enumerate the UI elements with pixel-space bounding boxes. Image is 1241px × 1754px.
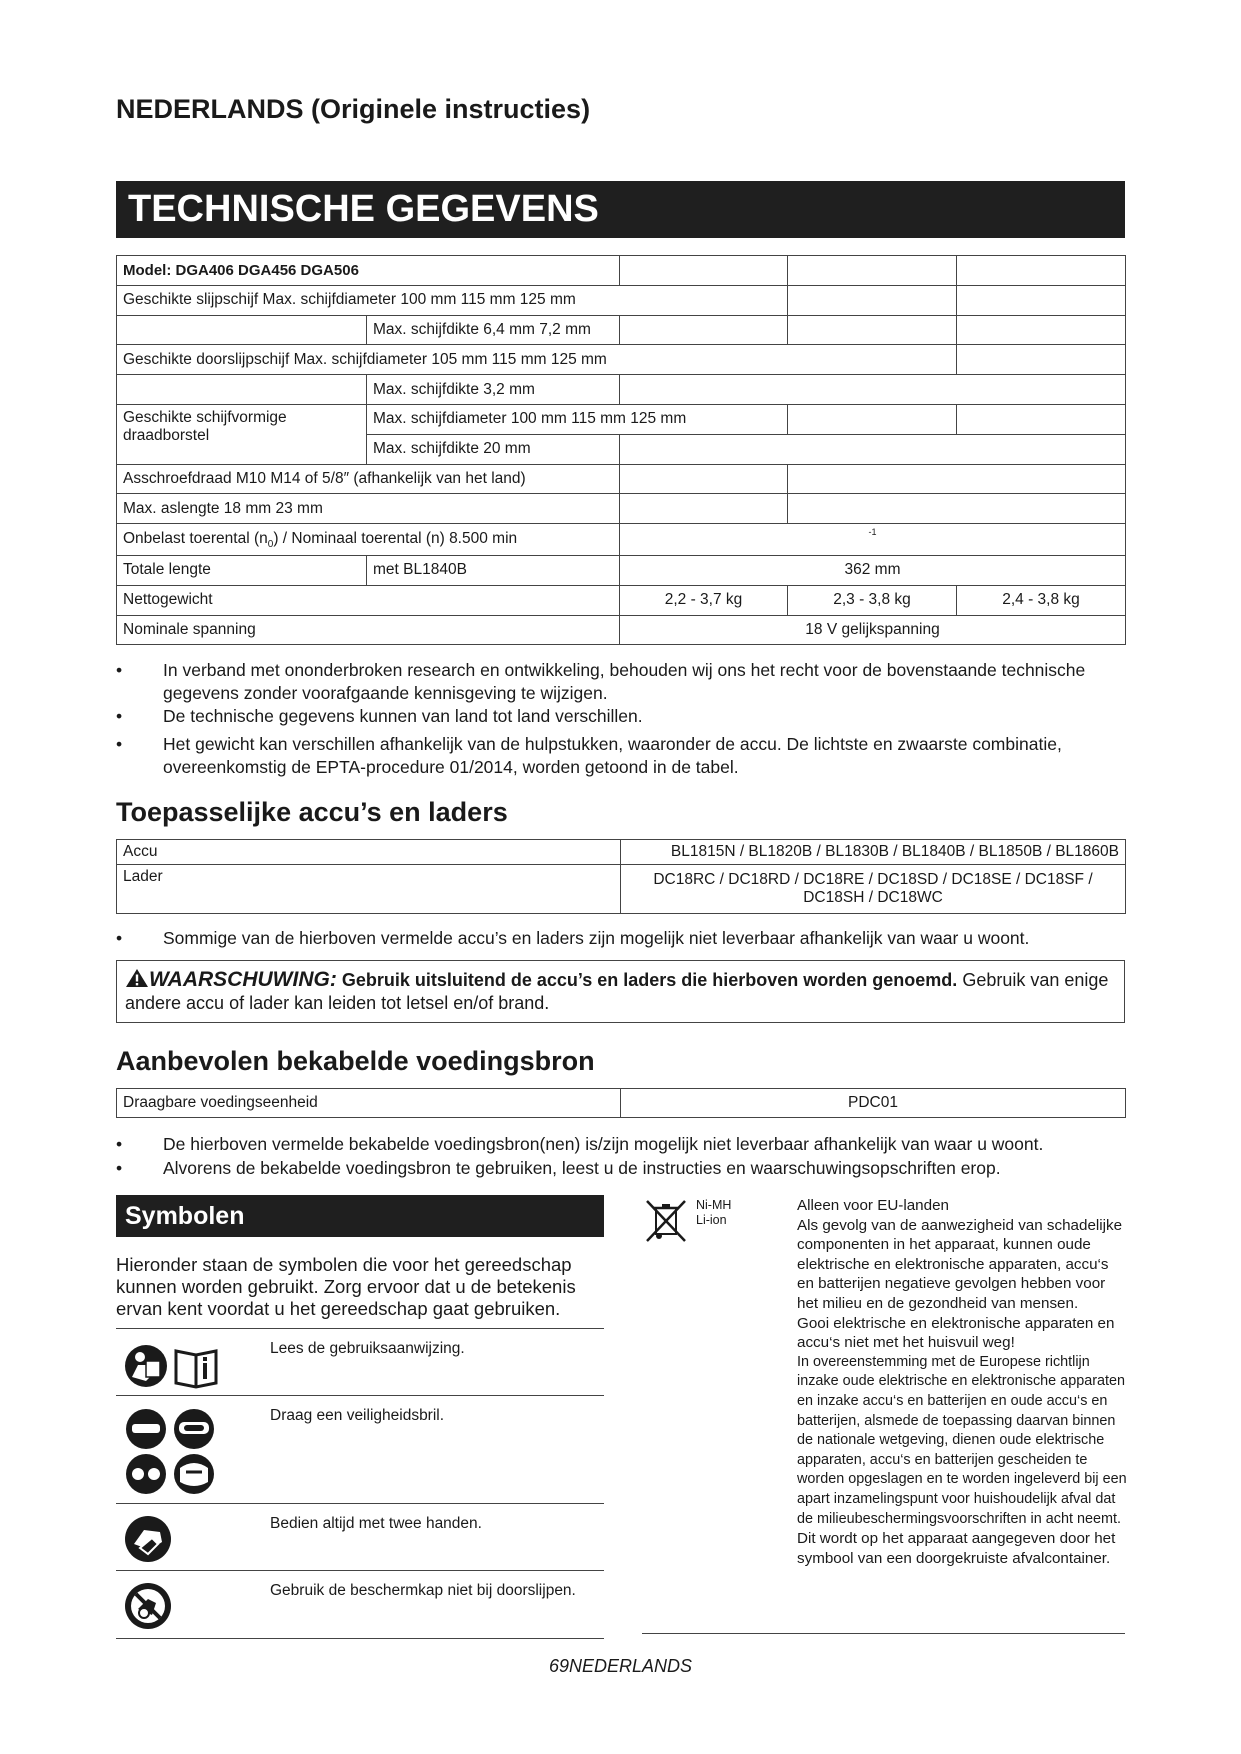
table-row [117,345,1126,375]
rated-voltage-value: 18 V gelijkspanning [620,615,1126,645]
net-weight-label: Nettogewicht [117,585,620,615]
warning-label: WAARSCHUWING: [149,968,337,991]
net-weight-dga406: 2,2 - 3,7 kg [620,585,788,615]
symbol-row-two-hands [116,1503,604,1571]
page-language-title: NEDERLANDS (Originele instructies) [116,94,591,124]
table-row [117,555,1126,585]
table-row [117,256,1126,286]
wire-brush-diameter-cell: Max. schijfdiameter 100 mm 115 mm 125 mm [367,404,788,434]
speed-exponent-cell: -1 [620,524,1126,556]
symbols-banner: Symbolen [116,1195,604,1237]
warning-box [116,960,1125,1023]
battery-label: Accu [117,840,621,865]
no-cutting-guard-icon [124,1581,172,1631]
battery-models: BL1815N / BL1820B / BL1830B / BL1840B / BL1850B / BL1860B [621,840,1126,865]
table-row [117,865,1126,914]
two-hands-icon [124,1514,172,1564]
crossed-bin-icon [642,1198,690,1244]
overall-length-battery: met BL1840B [367,555,620,585]
batteries-note: • Sommige van de hierboven vermelde accu’s en laders zijn mogelijk niet leverbaar afhankelijk van waar u woont. [116,928,1030,948]
symbol-desc: Lees de gebruiksaanwijzing. [270,1340,465,1357]
weee-description: Alleen voor EU-landen Als gevolg van de aanwezigheid van schadelijke componenten in het apparaat, kunnen oude elektrische en elektronische apparaten, accu‘s en batterijen negatieve gevolgen hebben voor het milieu en de gezondheid van mensen. Gooi elektrische en elektronische apparaten en accu‘s niet met het huisvuil weg! In overeenstemming met de Europese richtlijn inzake oude elektrische en elektronische apparaten en inzake accu‘s en batterijen en oude accu‘s en batterijen, alsmede de toepassing daarvan binnen de nationale wetgeving, dienen oude elektrische apparaten, accu‘s en batterijen gescheiden te worden opgeslagen en te worden ingeleverd bij een apart inzamelingspunt voor huishoudelijk afval dat de milieubeschermingsvoorschriften in acht neemt. Dit wordt op het apparaat aangegeven door het symbool van een doorgekruiste afvalcontainer. [797,1197,1127,1567]
power-source-table [116,1088,1126,1118]
table-row [117,315,1126,345]
batteries-heading: Toepasselijke accu’s en laders [116,797,508,827]
symbol-row-safety-glasses [116,1395,604,1504]
page-footer: 69NEDERLANDS [548,1656,693,1676]
table-row [117,615,1126,645]
net-weight-dga456: 2,3 - 3,8 kg [788,585,957,615]
overall-length-label: Totale lengte [117,555,367,585]
wire-brush-label-cell: Geschikte schijfvormige draadborstel [117,404,367,464]
specifications-banner: TECHNISCHE GEGEVENS [116,181,1125,238]
symbols-intro: Hieronder staan de symbolen die voor het gereedschap kunnen worden gebruikt. Zorg ervoor dat u de betekenis ervan kent voordat u het gereedschap gaat gebruiken. [116,1254,576,1319]
charger-label: Lader [117,865,621,914]
power-source-note-2: • Alvorens de bekabelde voedingsbron te gebruiken, leest u de instructies en waarschuwingsopschriften erop. [116,1158,1001,1178]
spec-note-2: • De technische gegevens kunnen van land tot land verschillen. [116,706,643,726]
table-row [117,285,1126,315]
model-cell: Model: DGA406 DGA456 DGA506 [117,256,620,286]
warning-bold-text: Gebruik uitsluitend de accu’s en laders die hierboven worden genoemd. [341,970,958,990]
symbol-row-read-manual [116,1328,604,1396]
spec-note-1: • In verband met ononderbroken research en ontwikkeling, behouden wij ons het recht voor de bovenstaande technische gegevens zonder voorafgaande kennisgeving te wijzigen. [116,660,1086,703]
grinding-wheel-cell: Geschikte slijpschijf Max. schijfdiameter 100 mm 115 mm 125 mm [117,285,788,315]
batteries-table [116,839,1126,914]
table-row [117,464,1126,494]
power-source-label: Draagbare voedingseenheid [117,1089,621,1118]
table-row [117,840,1126,865]
table-row [117,524,1126,556]
spec-note-3: • Het gewicht kan verschillen afhankelijk van de hulpstukken, waaronder de accu. De lichtste en zwaarste combinatie, overeenkomstig de EPTA-procedure 01/2014, worden getoond in de tabel. [116,734,1062,777]
read-manual-icon [124,1343,224,1389]
safety-glasses-icon [124,1406,219,1498]
table-row [117,585,1126,615]
net-weight-dga506: 2,4 - 3,8 kg [957,585,1126,615]
rated-voltage-label: Nominale spanning [117,615,620,645]
symbol-desc: Bedien altijd met twee handen. [270,1515,482,1532]
spindle-length-cell: Max. aslengte 18 mm 23 mm [117,494,620,524]
weee-divider [642,1633,1125,1634]
warning-text: Gebruik van enige andere accu of lader kan leiden tot letsel en/of brand. [125,970,1109,1013]
cutoff-wheel-thickness-cell: Max. schijfdikte 3,2 mm [367,375,620,405]
table-row [117,375,1126,405]
charger-models: DC18RC / DC18RD / DC18RE / DC18SD / DC18SE / DC18SF / DC18SH / DC18WC [621,865,1126,914]
spindle-thread-cell: Asschroefdraad M10 M14 of 5/8″ (afhankelijk van het land) [117,464,620,494]
specifications-table [116,255,1126,645]
table-row [117,404,1126,434]
speed-cell: Onbelast toerental $(n_0)$ / Nominaal toerental (n) 8.500 min [117,524,620,556]
table-row [117,494,1126,524]
power-source-heading: Aanbevolen bekabelde voedingsbron [116,1046,595,1076]
grinding-wheel-thickness-cell: Max. schijfdikte 6,4 mm 7,2 mm [367,315,620,345]
battery-chemistry-label: Ni-MH Li-ion [696,1198,732,1227]
table-row [117,1089,1126,1118]
cutoff-wheel-cell: Geschikte doorslijpschijf Max. schijfdiameter 105 mm 115 mm 125 mm [117,345,957,375]
power-source-note-1: • De hierboven vermelde bekabelde voedingsbron(nen) is/zijn mogelijk niet leverbaar afhankelijk van waar u woont. [116,1134,1044,1154]
overall-length-value: 362 mm [620,555,1126,585]
wire-brush-thickness-cell: Max. schijfdikte 20 mm [367,434,620,464]
symbol-row-no-cutting-guard [116,1570,604,1639]
symbol-desc: Draag een veiligheidsbril. [270,1407,445,1424]
symbol-desc: Gebruik de beschermkap niet bij doorslijpen. [270,1582,576,1599]
warning-triangle-icon [125,968,149,988]
power-source-model: PDC01 [621,1089,1126,1118]
